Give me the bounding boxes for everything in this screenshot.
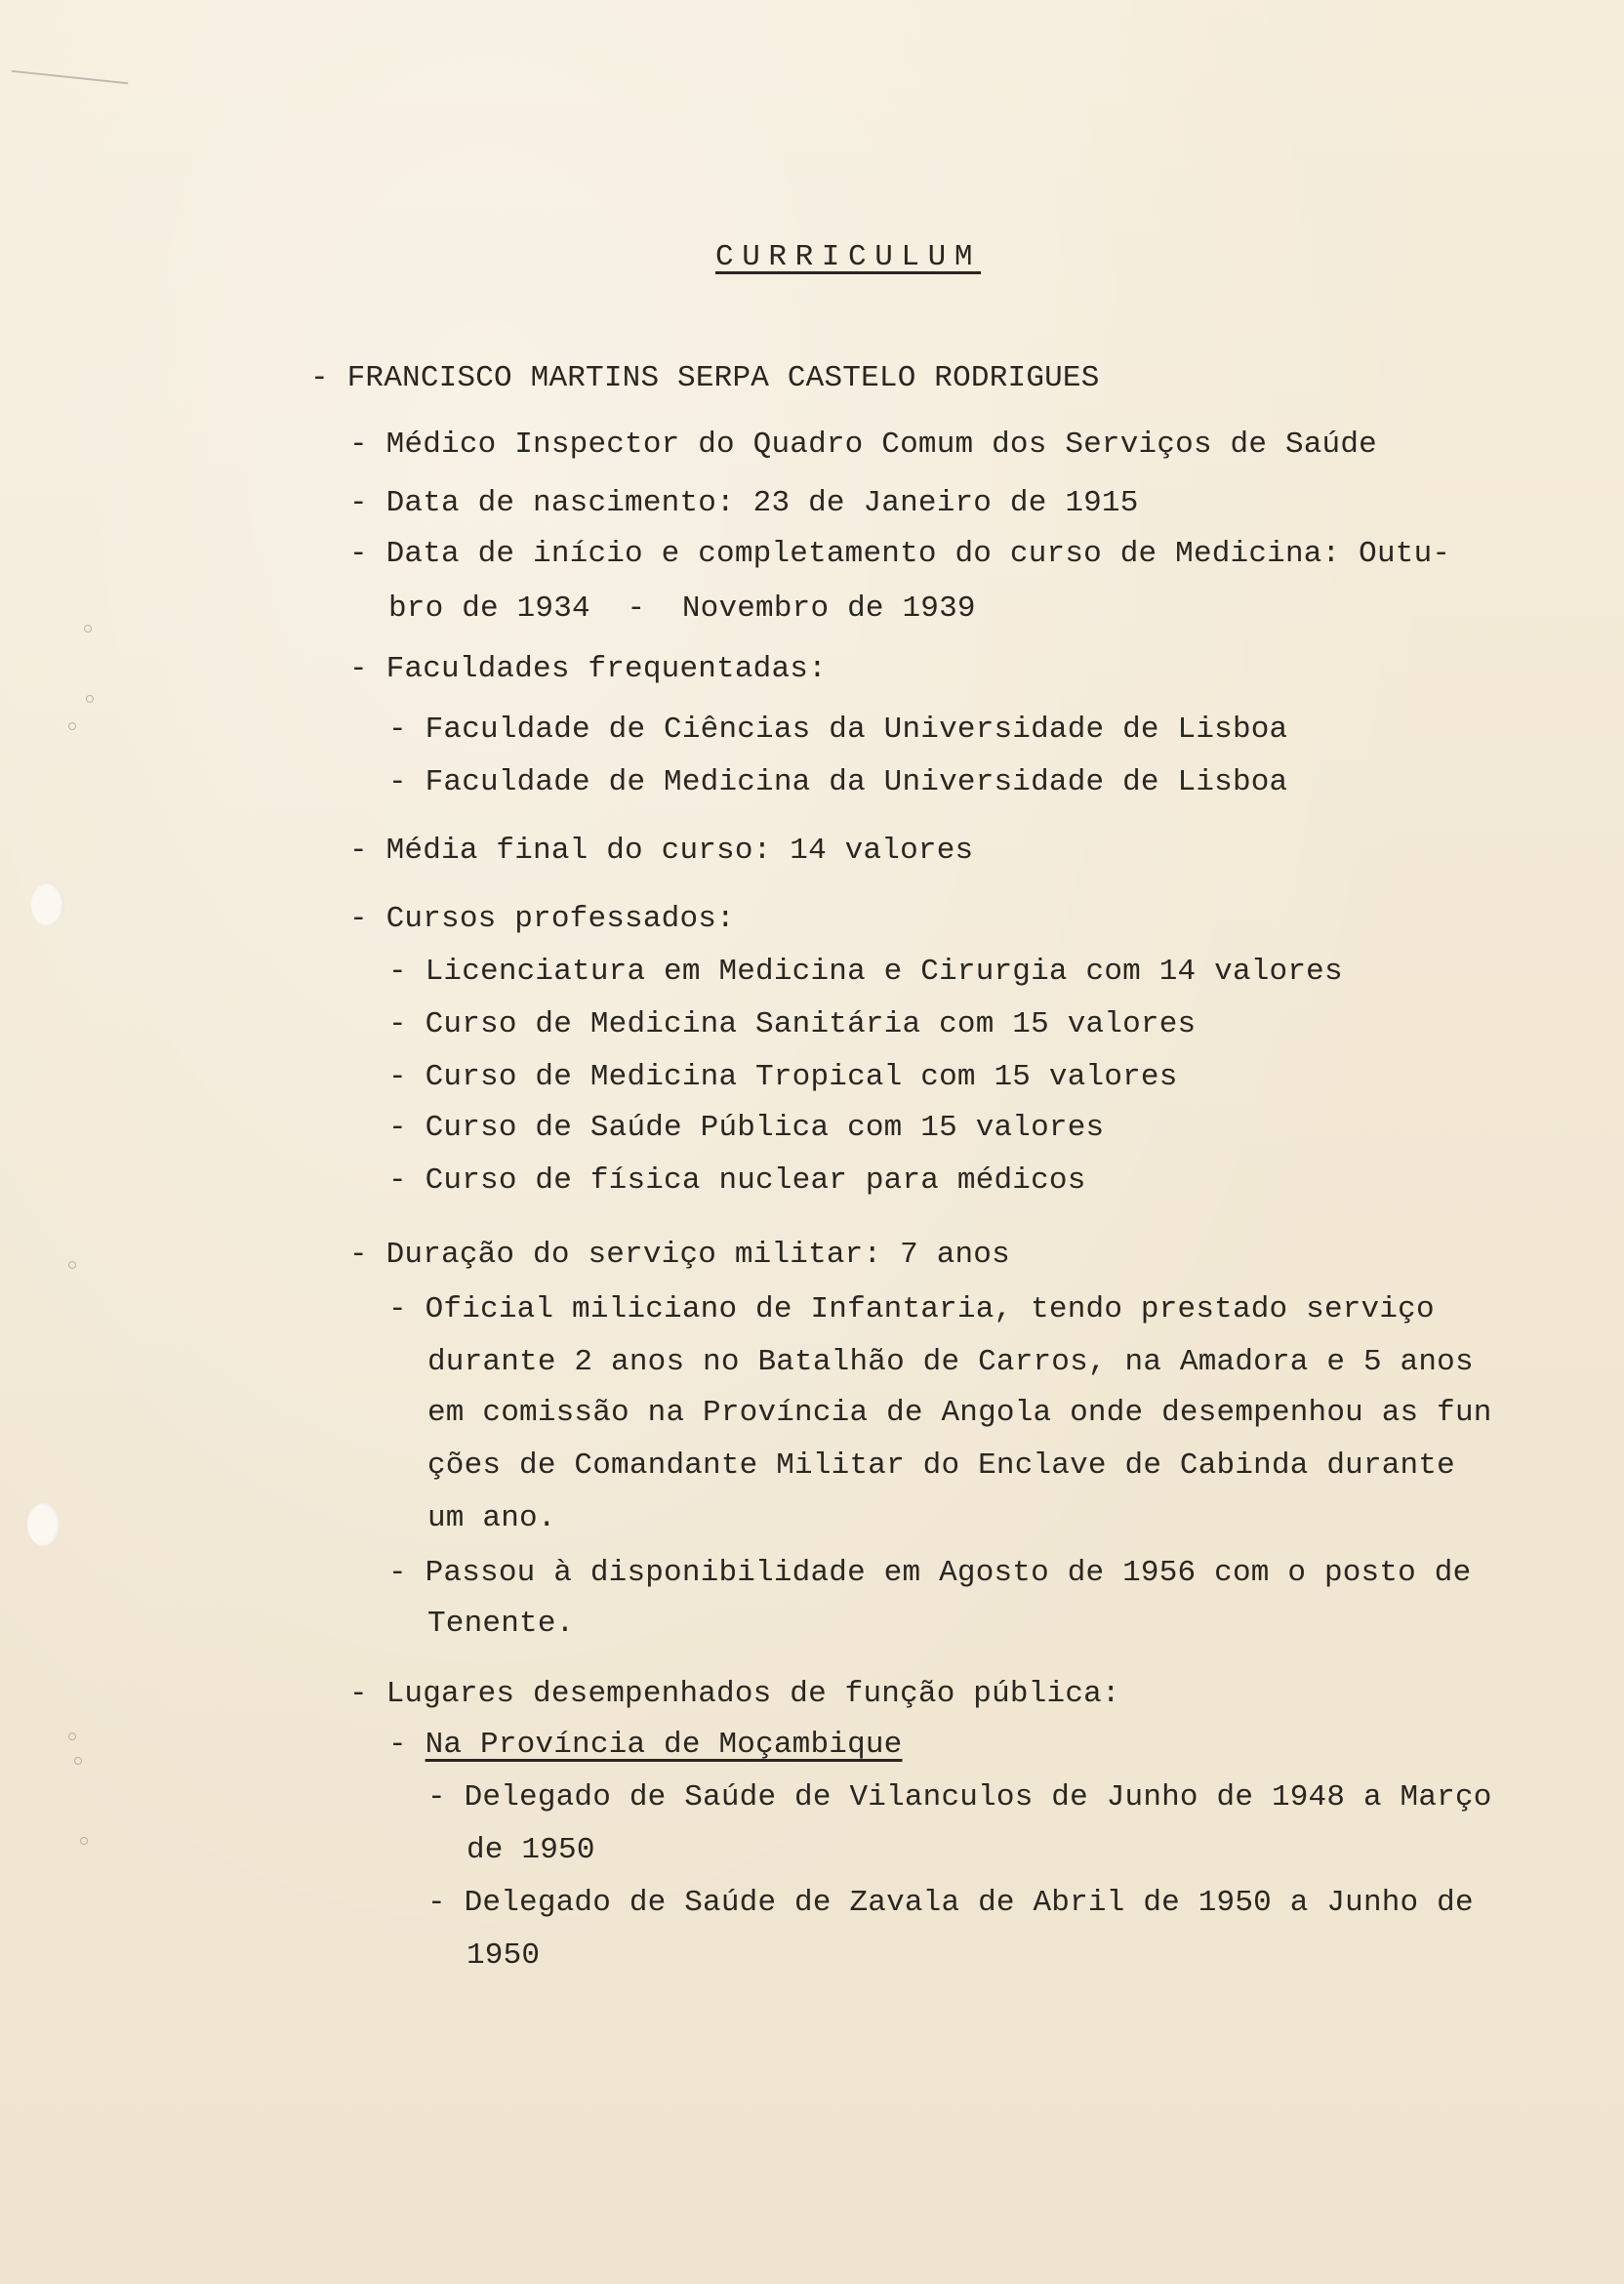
text-line: - Duração do serviço militar: 7 anos [349, 1238, 1010, 1272]
text-line: - Cursos professados: [349, 902, 735, 936]
person-name: - FRANCISCO MARTINS SERPA CASTELO RODRIGUES [310, 361, 1100, 395]
text-line: - Passou à disponibilidade em Agosto de 1956 com o posto de [388, 1556, 1472, 1590]
paper-speck [68, 1261, 76, 1269]
text-line: Tenente. [427, 1607, 575, 1641]
text-line: - Licenciatura em Medicina e Cirurgia com 14 valores [388, 955, 1343, 989]
paper-speck [86, 695, 94, 703]
paper-speck [68, 1733, 76, 1740]
text-line: - Data de nascimento: 23 de Janeiro de 1915 [349, 486, 1139, 520]
text-line: - Curso de Medicina Tropical com 15 valores [388, 1060, 1178, 1094]
text-line: durante 2 anos no Batalhão de Carros, na Amadora e 5 anos [427, 1345, 1474, 1379]
paper-speck [74, 1757, 82, 1765]
text-line: - Médico Inspector do Quadro Comum dos Serviços de Saúde [349, 428, 1377, 462]
text-line: em comissão na Província de Angola onde desempenhou as fun [427, 1396, 1492, 1430]
punch-hole-bottom [27, 1503, 61, 1546]
text-line: - Oficial miliciano de Infantaria, tendo prestado serviço [388, 1292, 1435, 1326]
text-line: - Faculdade de Ciências da Universidade de Lisboa [388, 713, 1288, 747]
text-line: um ano. [427, 1501, 556, 1535]
text-line: 1950 [467, 1938, 541, 1973]
text-line: - Média final do curso: 14 valores [349, 834, 974, 868]
text-line: - Data de início e completamento do curso de Medicina: Outu- [349, 537, 1451, 571]
text-line: - Faculdade de Medicina da Universidade de Lisboa [388, 765, 1288, 799]
text-line: - Curso de Saúde Pública com 15 valores [388, 1111, 1105, 1145]
text-line: - Delegado de Saúde de Zavala de Abril de 1950 a Junho de [427, 1886, 1474, 1920]
text-line: de 1950 [467, 1833, 595, 1867]
text-line: - Curso de física nuclear para médicos [388, 1163, 1086, 1198]
subheading-text: Na Província de Moçambique [425, 1728, 903, 1762]
text-line: bro de 1934 - Novembro de 1939 [388, 591, 976, 626]
text-line: - Delegado de Saúde de Vilanculos de Junho de 1948 a Março [427, 1780, 1492, 1815]
subheading-dash: - [388, 1728, 426, 1762]
text-line: - Curso de Medicina Sanitária com 15 valores [388, 1007, 1197, 1041]
punch-hole-top [31, 883, 64, 926]
paper-speck [80, 1837, 88, 1845]
corner-scratch-mark [9, 70, 129, 113]
document-title: CURRICULUM [715, 240, 982, 274]
text-line: - Faculdades frequentadas: [349, 652, 827, 686]
paper-speck [68, 722, 76, 730]
paper-speck [84, 625, 92, 632]
subheading-line [388, 1726, 903, 1765]
text-line: ções de Comandante Militar do Enclave de Cabinda durante [427, 1448, 1455, 1483]
text-line: - Lugares desempenhados de função pública: [349, 1677, 1120, 1711]
